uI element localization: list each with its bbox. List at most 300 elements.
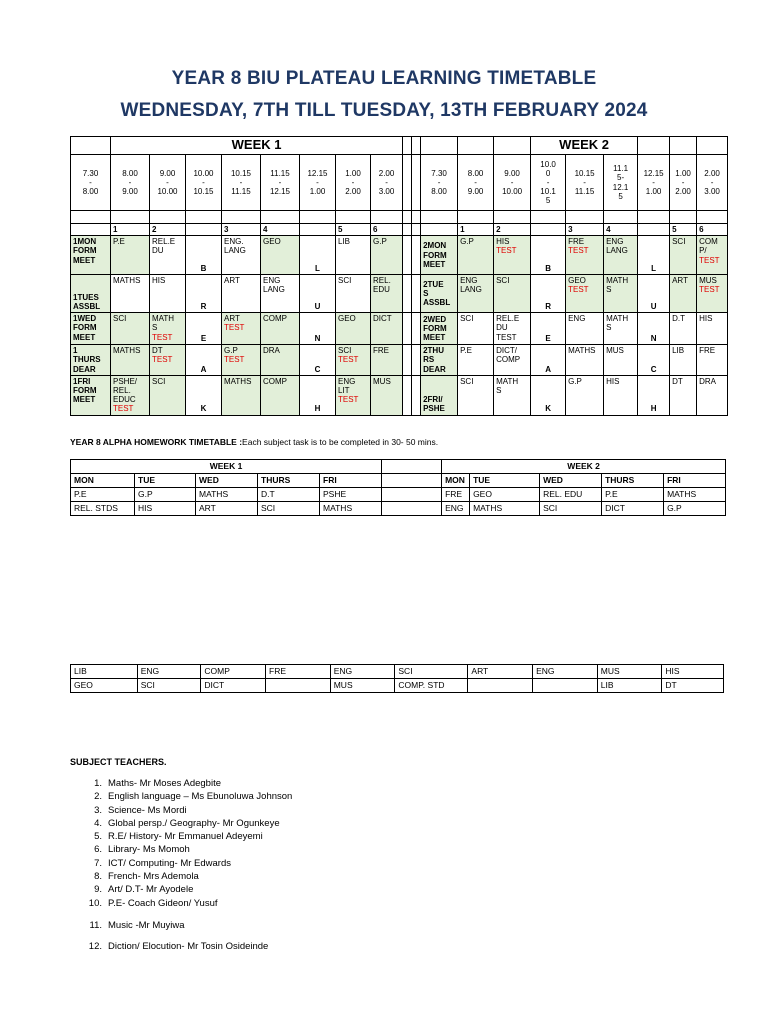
break-letter: A (186, 345, 222, 376)
gap-cell (412, 313, 421, 345)
homework-cell: MATHS (664, 488, 726, 502)
lesson-cell (336, 236, 371, 275)
homework-cell: ENG (137, 665, 201, 679)
lesson-cell (111, 236, 150, 275)
teacher-text: Maths- Mr Moses Adegbite (108, 778, 221, 789)
subject-name: G.P (224, 346, 238, 356)
homework-cell: HIS (135, 502, 196, 516)
day-header: FRI (664, 474, 726, 488)
lesson-cell (458, 345, 494, 376)
subject-name: MUS (373, 376, 391, 386)
day-label: 1 THURS DEAR (71, 345, 111, 376)
subject-name: SCI (338, 346, 352, 356)
lesson-cell (150, 236, 186, 275)
time-slot: 11.15 - 12.15 (261, 155, 300, 211)
teacher-item-12 (80, 941, 268, 952)
day-header: THURS (258, 474, 320, 488)
break-letter: B (186, 236, 222, 275)
blank-cell (638, 137, 670, 155)
page-title: YEAR 8 BIU PLATEAU LEARNING TIMETABLE (171, 68, 597, 89)
blank-cell (412, 211, 421, 224)
lesson-cell (336, 345, 371, 376)
day-label: 1MON FORM MEET (71, 236, 111, 275)
gap-cell (412, 155, 421, 211)
homework-heading (70, 437, 438, 447)
test-marker: TEST (113, 404, 134, 414)
homework-cell: PSHE (320, 488, 382, 502)
lesson-cell (458, 275, 494, 313)
teacher-item (80, 831, 292, 844)
subject-name: HIS (496, 237, 510, 247)
subject-teachers-heading: SUBJECT TEACHERS. (70, 757, 167, 767)
homework-cell: LIB (71, 665, 138, 679)
teacher-number: 9. (94, 884, 102, 896)
homework-cell: MATHS (196, 488, 258, 502)
blank-cell (186, 224, 222, 236)
lesson-cell (494, 345, 531, 376)
teacher-text: ICT/ Computing- Mr Edwards (108, 857, 232, 869)
lesson-cell (222, 345, 261, 376)
blank-cell (638, 211, 670, 224)
blank-cell (382, 488, 442, 502)
blank-cell (71, 224, 111, 236)
lesson-cell (697, 375, 728, 415)
subject-name: DICT/ COMP (496, 346, 521, 365)
period-number: 5 (670, 224, 697, 236)
homework-week1-header: WEEK 1 (71, 460, 382, 474)
period-number: 6 (371, 224, 403, 236)
lesson-cell (261, 313, 300, 345)
teacher-item (80, 858, 292, 871)
homework-cell: LIB (597, 679, 662, 693)
time-slot: 1.00 - 2.00 (670, 155, 697, 211)
homework-heading-bold: YEAR 8 ALPHA HOMEWORK TIMETABLE : (70, 437, 243, 447)
lesson-cell (222, 275, 261, 313)
period-number: 5 (336, 224, 371, 236)
teacher-text: Art/ D.T- Mr Ayodele (108, 884, 194, 896)
subject-name: SCI (460, 376, 474, 386)
break-letter: B (531, 236, 566, 275)
subject-name: ENG LANG (606, 237, 628, 256)
lesson-cell (111, 345, 150, 376)
lunch-letter: U (638, 275, 670, 313)
test-marker: TEST (699, 285, 720, 295)
blank-cell (531, 211, 566, 224)
homework-cell: SCI (137, 679, 201, 693)
day-label: 2TUE S ASSBL (421, 275, 458, 313)
subject-name: ENG LANG (263, 276, 285, 295)
homework-cell: SCI (258, 502, 320, 516)
time-slot: 11.1 5- 12.1 5 (604, 155, 638, 211)
subject-name: COMP (263, 376, 287, 386)
lesson-cell (150, 345, 186, 376)
subject-name: D.T (672, 314, 685, 324)
lunch-letter: H (638, 375, 670, 415)
gap-cell (412, 375, 421, 415)
day-header: THURS (602, 474, 664, 488)
homework-cell: MUS (597, 665, 662, 679)
break-letter: R (531, 275, 566, 313)
lesson-cell (261, 275, 300, 313)
subject-name: P.E (113, 237, 125, 247)
homework-heading-note: Each subject task is to be completed in 30- 50 mins. (242, 437, 439, 447)
homework-cell: COMP (201, 665, 266, 679)
lunch-letter: N (638, 313, 670, 345)
period-number: 2 (494, 224, 531, 236)
lesson-cell (150, 375, 186, 415)
blank-cell (382, 474, 442, 488)
lesson-cell (697, 345, 728, 376)
break-letter: E (186, 313, 222, 345)
lesson-cell (371, 236, 403, 275)
gap-cell (403, 275, 412, 313)
subject-name: REL. EDU (373, 276, 391, 295)
blank-cell (670, 137, 697, 155)
lesson-cell (150, 313, 186, 345)
subject-name: G.P (460, 237, 474, 247)
blank-cell (403, 211, 412, 224)
day-header: WED (540, 474, 602, 488)
homework-week2-header: WEEK 2 (442, 460, 726, 474)
subject-name: GEO (263, 237, 281, 247)
subject-name: SCI (460, 314, 474, 324)
blank-cell (300, 211, 336, 224)
teacher-number: 2. (94, 791, 102, 803)
day-label: 2MON FORM MEET (421, 236, 458, 275)
test-marker: TEST (152, 332, 173, 342)
blank-cell (670, 211, 697, 224)
homework-cell: COMP. STD (395, 679, 468, 693)
break-letter: A (531, 345, 566, 376)
blank-cell (638, 224, 670, 236)
subject-name: LIB (338, 237, 351, 247)
lesson-cell (670, 313, 697, 345)
lesson-cell (371, 375, 403, 415)
subject-name: MATH S (606, 314, 629, 333)
day-header: TUE (470, 474, 540, 488)
subject-name: G.P (568, 376, 582, 386)
homework-cell (533, 679, 598, 693)
day-header: MON (71, 474, 135, 488)
period-number: 1 (458, 224, 494, 236)
lesson-cell (670, 375, 697, 415)
day-label: 1TUES ASSBL (71, 275, 111, 313)
time-slot: 10.00 - 10.15 (186, 155, 222, 211)
lesson-cell (566, 275, 604, 313)
subject-name: HIS (699, 314, 713, 324)
time-slot: 8.00 - 9.00 (111, 155, 150, 211)
subject-name: ENG (568, 314, 586, 324)
homework-cell: DT (662, 679, 724, 693)
blank-cell (604, 211, 638, 224)
lunch-letter: C (638, 345, 670, 376)
lunch-letter: C (300, 345, 336, 376)
gap-cell (403, 313, 412, 345)
blank-cell (300, 224, 336, 236)
blank-cell (222, 211, 261, 224)
subject-name: MUS (606, 346, 624, 356)
homework-cell: DICT (201, 679, 266, 693)
subject-name: ENG LIT (338, 376, 356, 395)
subject-name: SCI (672, 237, 686, 247)
lesson-cell (111, 375, 150, 415)
time-slot: 9.00 - 10.00 (494, 155, 531, 211)
test-marker: TEST (152, 355, 173, 365)
test-marker: TEST (568, 246, 589, 256)
teacher-item-11 (80, 920, 185, 931)
blank-cell (336, 211, 371, 224)
subject-name: SCI (152, 376, 166, 386)
gap-cell (403, 155, 412, 211)
time-slot: 12.15 - 1.00 (638, 155, 670, 211)
day-header: TUE (135, 474, 196, 488)
lesson-cell (494, 375, 531, 415)
homework-cell: G.P (135, 488, 196, 502)
teacher-text: Science- Ms Mordi (108, 804, 187, 816)
subject-name: REL.E DU (152, 237, 176, 256)
time-slot: 2.00 - 3.00 (371, 155, 403, 211)
day-label: 2FRI/ PSHE (421, 375, 458, 415)
period-number: 6 (697, 224, 728, 236)
subject-name: HIS (606, 376, 620, 386)
lesson-cell (458, 375, 494, 415)
day-label: 2WED FORM MEET (421, 313, 458, 345)
teacher-item (80, 805, 292, 818)
lesson-cell (604, 275, 638, 313)
teacher-text: R.E/ History- Mr Emmanuel Adeyemi (108, 831, 263, 843)
day-header: MON (442, 474, 470, 488)
subject-name: PSHE/ REL. EDUC (113, 376, 138, 405)
teacher-item (80, 871, 292, 884)
teacher-item (80, 884, 292, 897)
period-number: 4 (261, 224, 300, 236)
homework-cell: ART (468, 665, 533, 679)
blank-cell (71, 211, 111, 224)
subject-teachers-list (80, 778, 292, 911)
subject-name: ENG. LANG (224, 237, 246, 256)
teacher-text: Music -Mr Muyiwa (108, 920, 185, 931)
period-number: 1 (111, 224, 150, 236)
subject-name: GEO (568, 276, 586, 286)
blank-cell (382, 502, 442, 516)
time-slot: 2.00 - 3.00 (697, 155, 728, 211)
subject-name: MATH S (606, 276, 629, 295)
subject-name: DT (672, 376, 683, 386)
teacher-number: 4. (94, 817, 102, 829)
lesson-cell (670, 236, 697, 275)
lesson-cell (222, 236, 261, 275)
lesson-cell (336, 275, 371, 313)
lesson-cell (336, 375, 371, 415)
subject-name: DRA (263, 346, 280, 356)
lesson-cell (670, 275, 697, 313)
blank-cell (566, 211, 604, 224)
period-number: 3 (222, 224, 261, 236)
day-label: 1WED FORM MEET (71, 313, 111, 345)
learning-timetable (70, 136, 728, 416)
day-label: 1FRI FORM MEET (71, 375, 111, 415)
subject-name: FRE (699, 346, 716, 356)
homework-cell: P.E (71, 488, 135, 502)
lesson-cell (371, 275, 403, 313)
gap-cell (403, 236, 412, 275)
teacher-text: Diction/ Elocution- Mr Tosin Osideinde (108, 941, 269, 952)
subject-name: SCI (338, 276, 352, 286)
homework-cell: SCI (540, 502, 602, 516)
blank-cell (531, 224, 566, 236)
subject-name: REL.E DU TEST (496, 314, 520, 342)
teacher-text: Library- Ms Momoh (108, 844, 190, 856)
homework-cell: FRE (442, 488, 470, 502)
subject-name: MATHS (113, 276, 141, 286)
week2-header: WEEK 2 (531, 137, 638, 155)
test-marker: TEST (338, 355, 359, 365)
time-slot: 7.30 - 8.00 (421, 155, 458, 211)
lesson-cell (261, 236, 300, 275)
lesson-cell (604, 236, 638, 275)
test-marker: TEST (568, 285, 589, 295)
teacher-number: 5. (94, 831, 102, 843)
blank-cell (458, 137, 494, 155)
teacher-item (80, 844, 292, 857)
blank-cell (371, 211, 403, 224)
teacher-item (80, 778, 292, 791)
blank-cell (421, 224, 458, 236)
blank-cell (382, 460, 442, 474)
subject-name: ART (224, 314, 240, 324)
test-marker: TEST (224, 323, 245, 333)
teacher-number: 3. (94, 804, 102, 816)
gap-cell (403, 137, 412, 155)
blank-cell (494, 137, 531, 155)
lesson-cell (261, 345, 300, 376)
break-letter: K (531, 375, 566, 415)
subject-name: P.E (460, 346, 472, 356)
lesson-cell (604, 345, 638, 376)
teacher-number: 10. (88, 897, 102, 909)
lesson-cell (222, 313, 261, 345)
lesson-cell (566, 313, 604, 345)
week1-header: WEEK 1 (111, 137, 403, 155)
homework-cell: REL. EDU (540, 488, 602, 502)
teacher-item (80, 818, 292, 831)
homework-cell: MUS (330, 679, 395, 693)
subject-name: DT (152, 346, 163, 356)
lunch-letter: H (300, 375, 336, 415)
subject-name: ENG LANG (460, 276, 482, 295)
blank-cell (186, 211, 222, 224)
lesson-cell (697, 236, 728, 275)
subject-name: SCI (496, 276, 510, 286)
subject-name: MATH S (496, 376, 519, 395)
lesson-cell (670, 345, 697, 376)
gap-cell (412, 345, 421, 376)
test-marker: TEST (699, 255, 720, 265)
gap-cell (403, 224, 412, 236)
blank-cell (111, 211, 150, 224)
homework-cell: HIS (662, 665, 724, 679)
subject-name: DICT (373, 314, 392, 324)
blank-cell (150, 211, 186, 224)
subject-name: FRE (373, 346, 389, 356)
page-subtitle: WEDNESDAY, 7TH TILL TUESDAY, 13TH FEBRUARY 2024 (120, 100, 648, 121)
teacher-item (80, 898, 292, 911)
test-marker: TEST (224, 355, 245, 365)
lesson-cell (222, 375, 261, 415)
teacher-number: 6. (94, 844, 102, 856)
subject-name: MATH S (152, 314, 175, 333)
subject-name: MATHS (224, 376, 252, 386)
lesson-cell (604, 313, 638, 345)
lesson-cell (458, 236, 494, 275)
subject-name: ART (224, 276, 240, 286)
subject-name: SCI (113, 314, 127, 324)
homework-cell: G.P (664, 502, 726, 516)
homework-cell (266, 679, 331, 693)
teacher-number: 11. (89, 920, 102, 931)
homework-cell: P.E (602, 488, 664, 502)
blank-cell (421, 211, 458, 224)
homework-cell: ART (196, 502, 258, 516)
blank-cell (494, 211, 531, 224)
lesson-cell (566, 236, 604, 275)
homework-cell: REL. STDS (71, 502, 135, 516)
lesson-cell (371, 345, 403, 376)
gap-cell (403, 345, 412, 376)
subject-name: DRA (699, 376, 716, 386)
lunch-letter: U (300, 275, 336, 313)
period-number: 4 (604, 224, 638, 236)
time-slot: 12.15 - 1.00 (300, 155, 336, 211)
homework-cell (468, 679, 533, 693)
homework-cell: MATHS (470, 502, 540, 516)
teacher-text: English language – Ms Ebunoluwa Johnson (108, 791, 293, 803)
homework-cell: D.T (258, 488, 320, 502)
lesson-cell (604, 375, 638, 415)
lesson-cell (150, 275, 186, 313)
blank-cell (261, 211, 300, 224)
gap-cell (412, 137, 421, 155)
lesson-cell (458, 313, 494, 345)
day-header: WED (196, 474, 258, 488)
homework-cell: MATHS (320, 502, 382, 516)
homework-cell: GEO (470, 488, 540, 502)
subject-name: FRE (568, 237, 585, 247)
lesson-cell (494, 275, 531, 313)
blank-cell (458, 211, 494, 224)
test-marker: TEST (496, 246, 517, 256)
lesson-cell (697, 313, 728, 345)
gap-cell (412, 236, 421, 275)
teacher-text: Global persp./ Geography- Mr Ogunkeye (108, 817, 280, 829)
period-number: 2 (150, 224, 186, 236)
time-slot: 10.0 0 - 10.1 5 (531, 155, 566, 211)
gap-cell (412, 275, 421, 313)
lesson-cell (566, 345, 604, 376)
day-label: 2THU RS DEAR (421, 345, 458, 376)
subject-name: LIB (672, 346, 685, 356)
break-letter: E (531, 313, 566, 345)
gap-cell (412, 224, 421, 236)
homework-cell: FRE (266, 665, 331, 679)
subject-name: ART (672, 276, 688, 286)
lesson-cell (566, 375, 604, 415)
homework-cell: SCI (395, 665, 468, 679)
subject-name: MATHS (113, 346, 141, 356)
lunch-letter: N (300, 313, 336, 345)
homework-cell: ENG (533, 665, 598, 679)
time-slot: 1.00 - 2.00 (336, 155, 371, 211)
